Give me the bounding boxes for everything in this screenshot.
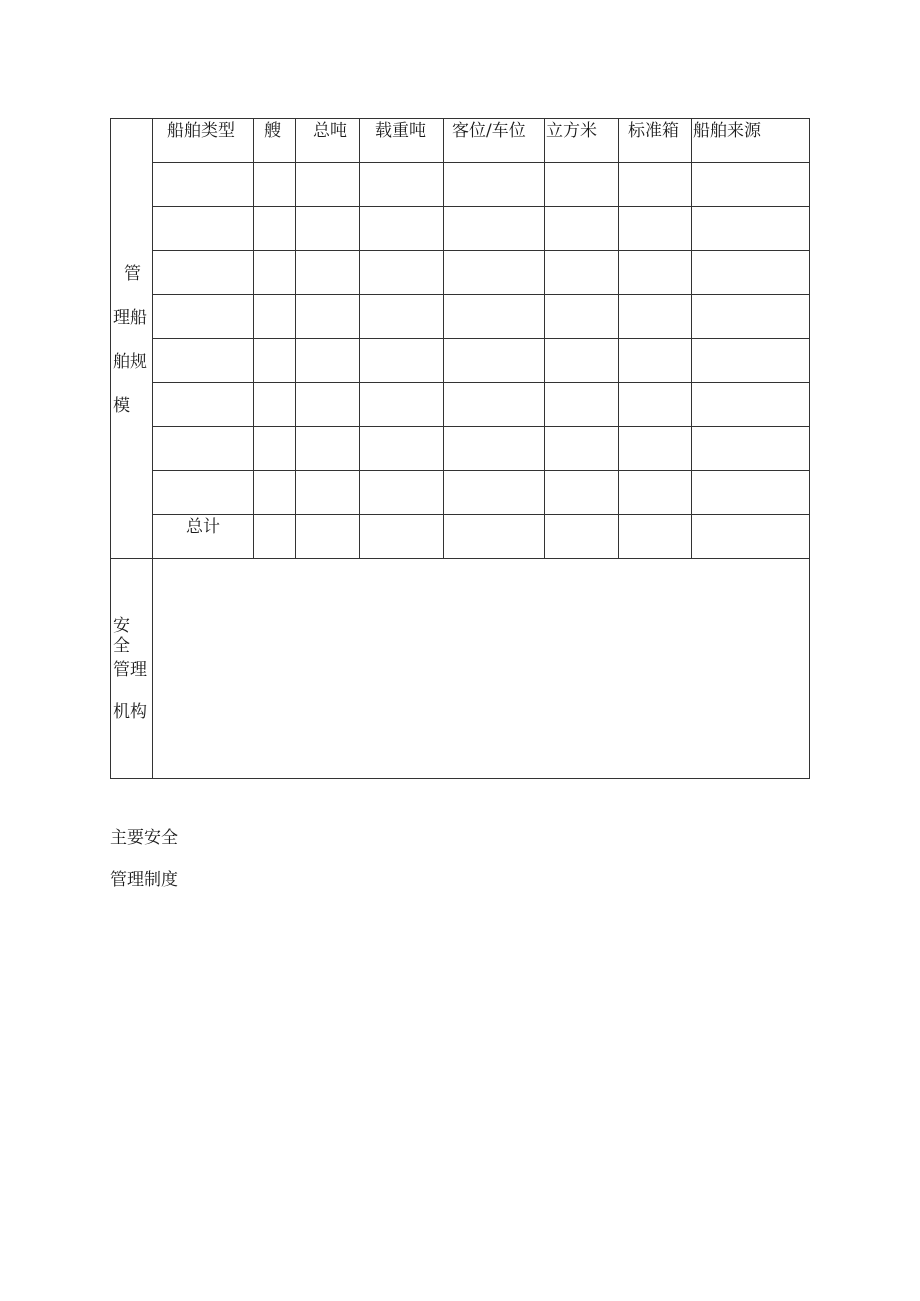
table-cell[interactable] <box>692 339 810 383</box>
table-row <box>111 383 810 427</box>
table-cell[interactable] <box>360 427 444 471</box>
table-cell[interactable] <box>619 207 692 251</box>
table-cell[interactable] <box>619 339 692 383</box>
table-cell[interactable] <box>545 295 619 339</box>
table-header-row <box>111 119 810 163</box>
table-cell[interactable] <box>153 207 254 251</box>
safety-org-row <box>111 559 810 779</box>
header-teu: 标准箱 <box>619 119 692 163</box>
table-cell[interactable] <box>619 163 692 207</box>
table-row <box>111 251 810 295</box>
table-cell[interactable] <box>254 251 296 295</box>
main-safety-rules-label-line1: 主要安全 <box>110 828 178 848</box>
table-cell[interactable] <box>545 339 619 383</box>
table-row <box>111 427 810 471</box>
table-row <box>111 471 810 515</box>
table-cell[interactable] <box>545 427 619 471</box>
table-cell[interactable] <box>444 339 545 383</box>
safety-org-label: 安全 管理 机构 <box>113 615 147 722</box>
table-cell[interactable] <box>545 471 619 515</box>
table-cell[interactable] <box>360 251 444 295</box>
table-cell[interactable] <box>545 207 619 251</box>
table-row <box>111 207 810 251</box>
total-cell[interactable] <box>296 515 360 559</box>
table-cell[interactable] <box>619 427 692 471</box>
table-cell[interactable] <box>296 339 360 383</box>
table-cell[interactable] <box>296 251 360 295</box>
table-cell[interactable] <box>444 383 545 427</box>
managed-fleet-label-cell <box>111 119 153 559</box>
table-row <box>111 339 810 383</box>
table-cell[interactable] <box>153 339 254 383</box>
total-label: 总计 <box>153 515 254 559</box>
table-cell[interactable] <box>254 339 296 383</box>
table-cell[interactable] <box>254 295 296 339</box>
table-cell[interactable] <box>619 471 692 515</box>
table-cell[interactable] <box>692 251 810 295</box>
total-cell[interactable] <box>254 515 296 559</box>
total-cell[interactable] <box>692 515 810 559</box>
table-cell[interactable] <box>444 427 545 471</box>
table-cell[interactable] <box>296 427 360 471</box>
table-cell[interactable] <box>444 207 545 251</box>
table-cell[interactable] <box>692 207 810 251</box>
table-cell[interactable] <box>692 295 810 339</box>
table-cell[interactable] <box>360 471 444 515</box>
table-cell[interactable] <box>296 163 360 207</box>
table-cell[interactable] <box>619 295 692 339</box>
table-cell[interactable] <box>254 163 296 207</box>
managed-fleet-label: 管 理船 舶规 模 <box>113 263 147 416</box>
table-cell[interactable] <box>254 207 296 251</box>
table-cell[interactable] <box>619 383 692 427</box>
table-cell[interactable] <box>254 471 296 515</box>
table-cell[interactable] <box>360 339 444 383</box>
table-cell[interactable] <box>545 383 619 427</box>
header-gross-tonnage: 总吨 <box>296 119 360 163</box>
table-cell[interactable] <box>153 427 254 471</box>
header-cubic-meters: 立方米 <box>545 119 619 163</box>
table-cell[interactable] <box>153 471 254 515</box>
table-cell[interactable] <box>444 471 545 515</box>
table-cell[interactable] <box>153 295 254 339</box>
table-cell[interactable] <box>360 383 444 427</box>
table-cell[interactable] <box>296 471 360 515</box>
table-cell[interactable] <box>296 295 360 339</box>
header-deadweight: 载重吨 <box>360 119 444 163</box>
table-row <box>111 163 810 207</box>
fleet-scale-table <box>110 118 810 779</box>
table-cell[interactable] <box>296 383 360 427</box>
table-cell[interactable] <box>360 295 444 339</box>
total-row <box>111 515 810 559</box>
table-cell[interactable] <box>153 383 254 427</box>
header-passenger-vehicle: 客位/车位 <box>444 119 545 163</box>
table-cell[interactable] <box>692 383 810 427</box>
safety-org-content[interactable] <box>153 559 810 779</box>
total-cell[interactable] <box>545 515 619 559</box>
table-cell[interactable] <box>692 471 810 515</box>
table-cell[interactable] <box>360 163 444 207</box>
total-cell[interactable] <box>444 515 545 559</box>
total-cell[interactable] <box>619 515 692 559</box>
main-safety-rules-label-line2: 管理制度 <box>110 870 178 890</box>
header-count: 艘 <box>254 119 296 163</box>
table-cell[interactable] <box>444 251 545 295</box>
table-cell[interactable] <box>254 427 296 471</box>
table-cell[interactable] <box>692 163 810 207</box>
table-cell[interactable] <box>692 427 810 471</box>
table-cell[interactable] <box>545 251 619 295</box>
table-cell[interactable] <box>444 163 545 207</box>
table-cell[interactable] <box>296 207 360 251</box>
header-ship-type: 船舶类型 <box>153 119 254 163</box>
header-ship-source: 船舶来源 <box>692 119 810 163</box>
table-row <box>111 295 810 339</box>
table-cell[interactable] <box>444 295 545 339</box>
table-cell[interactable] <box>360 207 444 251</box>
table-cell[interactable] <box>153 251 254 295</box>
table-cell[interactable] <box>545 163 619 207</box>
safety-org-label-cell <box>111 559 153 779</box>
table-cell[interactable] <box>153 163 254 207</box>
total-cell[interactable] <box>360 515 444 559</box>
table-cell[interactable] <box>254 383 296 427</box>
table-cell[interactable] <box>619 251 692 295</box>
